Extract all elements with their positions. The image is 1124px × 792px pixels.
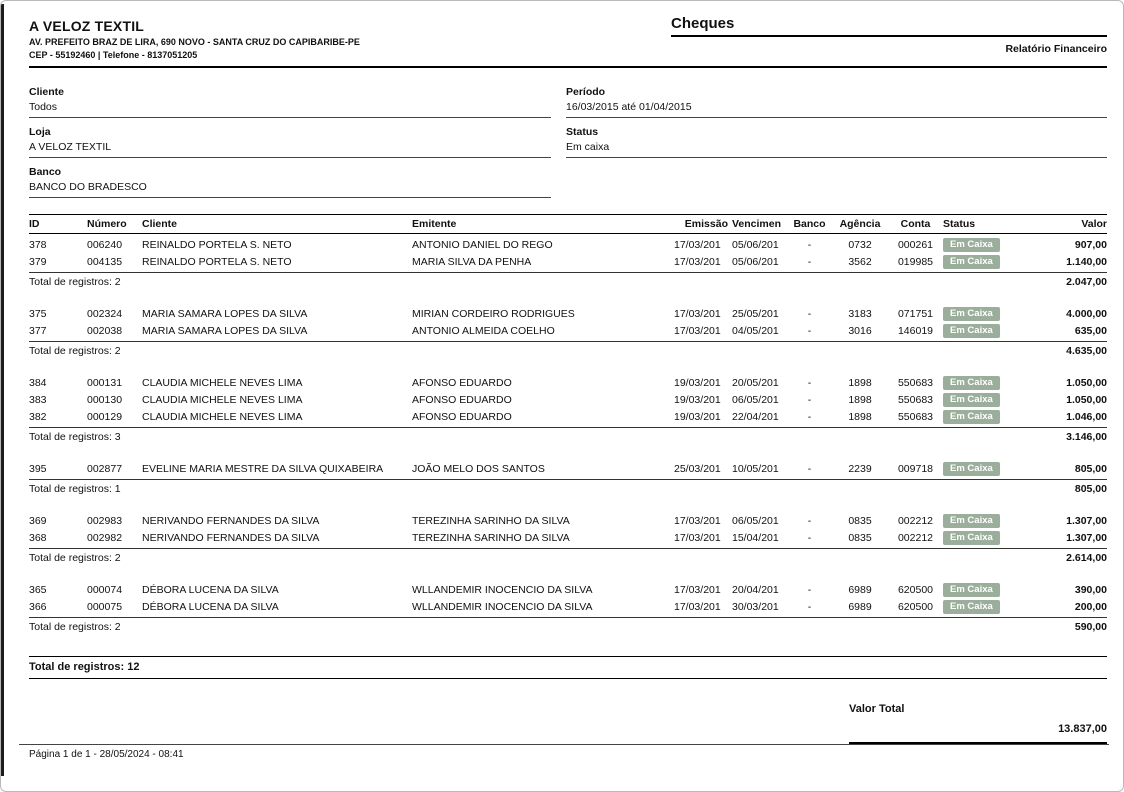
cheque-group <box>29 510 1107 567</box>
cell-valor: 1.307,00 <box>1066 531 1107 544</box>
group-total-row <box>29 272 1107 291</box>
cell-vencimento: 30/03/201 <box>732 600 779 613</box>
cell-conta: 002212 <box>897 514 934 527</box>
filter-banco-value: BANCO DO BRADESCO <box>29 181 551 198</box>
cell-agencia: 1898 <box>848 376 872 389</box>
cell-id: 383 <box>29 393 47 406</box>
cell-vencimento: 22/04/201 <box>732 410 779 423</box>
col-status: Status <box>943 218 976 230</box>
cell-banco: - <box>807 583 812 596</box>
cell-numero: 000129 <box>87 410 123 423</box>
cell-numero: 004135 <box>87 255 123 268</box>
group-total-value: 805,00 <box>1074 483 1107 495</box>
cell-banco: - <box>807 514 812 527</box>
table-body <box>29 234 1107 636</box>
status-badge: Em Caixa <box>943 600 1000 614</box>
cell-status <box>943 583 1009 597</box>
cell-agencia: 1898 <box>848 410 872 423</box>
filter-periodo-value: 16/03/2015 até 01/04/2015 <box>566 101 1107 118</box>
cell-cliente: REINALDO PORTELA S. NETO <box>142 255 292 268</box>
cell-vencimento: 25/05/201 <box>732 307 779 320</box>
cell-numero: 000075 <box>87 600 123 613</box>
cell-numero: 002324 <box>87 307 123 320</box>
table-row <box>29 253 1107 270</box>
cell-banco: - <box>807 600 812 613</box>
cell-cliente: DÉBORA LUCENA DA SILVA <box>142 583 279 596</box>
cell-conta: 019985 <box>897 255 934 268</box>
col-numero: Número <box>87 218 127 230</box>
status-badge: Em Caixa <box>943 376 1000 390</box>
col-conta: Conta <box>900 218 931 230</box>
cell-conta: 620500 <box>897 583 934 596</box>
cell-emitente: TEREZINHA SARINHO DA SILVA <box>412 531 570 544</box>
report-title: Cheques <box>671 15 1107 37</box>
filters-section <box>29 78 1107 198</box>
cell-status <box>943 324 1009 338</box>
cell-emitente: AFONSO EDUARDO <box>412 410 512 423</box>
cell-emissao: 25/03/201 <box>674 462 721 475</box>
cell-status <box>943 238 1009 252</box>
col-id: ID <box>29 218 40 230</box>
cell-id: 384 <box>29 376 47 389</box>
group-total-label: Total de registros: 2 <box>29 276 121 288</box>
cell-valor: 1.307,00 <box>1066 514 1107 527</box>
group-total-row <box>29 427 1107 446</box>
cell-emissao: 17/03/201 <box>674 255 721 268</box>
status-badge: Em Caixa <box>943 393 1000 407</box>
cell-agencia: 0732 <box>848 238 872 251</box>
cell-vencimento: 15/04/201 <box>732 531 779 544</box>
cell-cliente: NERIVANDO FERNANDES DA SILVA <box>142 514 320 527</box>
cell-valor: 390,00 <box>1074 583 1107 596</box>
cell-banco: - <box>807 255 812 268</box>
cell-status <box>943 410 1009 424</box>
cell-conta: 000261 <box>897 238 934 251</box>
grand-total-row: Total de registros: 12 <box>29 656 1107 679</box>
cell-numero: 002877 <box>87 462 123 475</box>
cell-vencimento: 04/05/201 <box>732 324 779 337</box>
cell-numero: 002982 <box>87 531 123 544</box>
table-row <box>29 512 1107 529</box>
table-row <box>29 236 1107 253</box>
cell-emissao: 17/03/201 <box>674 583 721 596</box>
cell-cliente: MARIA SAMARA LOPES DA SILVA <box>142 324 308 337</box>
filter-status-label: Status <box>566 126 599 138</box>
table-row <box>29 529 1107 546</box>
status-badge: Em Caixa <box>943 307 1000 321</box>
cell-emissao: 19/03/201 <box>674 393 721 406</box>
header-divider <box>29 66 1107 68</box>
cell-vencimento: 06/05/201 <box>732 393 779 406</box>
cell-status <box>943 600 1009 614</box>
cell-status <box>943 307 1009 321</box>
status-badge: Em Caixa <box>943 514 1000 528</box>
cell-vencimento: 10/05/201 <box>732 462 779 475</box>
cell-agencia: 3562 <box>848 255 872 268</box>
cell-emissao: 17/03/201 <box>674 600 721 613</box>
table-row <box>29 460 1107 477</box>
cell-id: 375 <box>29 307 47 320</box>
col-cliente: Cliente <box>142 218 178 230</box>
cell-valor: 1.050,00 <box>1066 393 1107 406</box>
cell-conta: 620500 <box>897 600 934 613</box>
col-emissao: Emissão <box>684 218 728 230</box>
group-total-value: 590,00 <box>1074 621 1107 633</box>
cell-agencia: 0835 <box>848 514 872 527</box>
cell-emissao: 19/03/201 <box>674 410 721 423</box>
table-row <box>29 598 1107 615</box>
cell-banco: - <box>807 324 812 337</box>
cell-numero: 002038 <box>87 324 123 337</box>
cell-valor: 635,00 <box>1074 324 1107 337</box>
cell-id: 366 <box>29 600 47 613</box>
cell-status <box>943 376 1009 390</box>
cell-conta: 146019 <box>897 324 934 337</box>
table-header-row <box>29 214 1107 234</box>
cell-id: 379 <box>29 255 47 268</box>
table-row <box>29 374 1107 391</box>
filter-loja-value: A VELOZ TEXTIL <box>29 141 551 158</box>
cell-valor: 4.000,00 <box>1066 307 1107 320</box>
cell-emitente: MIRIAN CORDEIRO RODRIGUES <box>412 307 575 320</box>
cell-id: 395 <box>29 462 47 475</box>
cell-banco: - <box>807 376 812 389</box>
status-badge: Em Caixa <box>943 531 1000 545</box>
cell-cliente: EVELINE MARIA MESTRE DA SILVA QUIXABEIRA <box>142 462 384 475</box>
status-badge: Em Caixa <box>943 255 1000 269</box>
cell-emitente: ANTONIO DANIEL DO REGO <box>412 238 553 251</box>
cell-cliente: DÉBORA LUCENA DA SILVA <box>142 600 279 613</box>
cell-emissao: 17/03/201 <box>674 307 721 320</box>
cell-conta: 009718 <box>897 462 934 475</box>
cell-banco: - <box>807 238 812 251</box>
cell-conta: 002212 <box>897 531 934 544</box>
group-total-value: 2.047,00 <box>1066 276 1107 288</box>
filter-loja-label: Loja <box>29 126 51 138</box>
page-footer <box>19 744 1109 760</box>
cell-agencia: 1898 <box>848 393 872 406</box>
col-agencia: Agência <box>839 218 881 230</box>
cell-agencia: 6989 <box>848 583 872 596</box>
group-total-label: Total de registros: 3 <box>29 431 121 443</box>
valor-total-box <box>849 703 1107 744</box>
cell-agencia: 6989 <box>848 600 872 613</box>
group-total-label: Total de registros: 2 <box>29 552 121 564</box>
cell-banco: - <box>807 462 812 475</box>
cell-status <box>943 531 1009 545</box>
group-total-value: 4.635,00 <box>1066 345 1107 357</box>
cell-numero: 000130 <box>87 393 123 406</box>
cell-cliente: MARIA SAMARA LOPES DA SILVA <box>142 307 308 320</box>
cell-emitente: AFONSO EDUARDO <box>412 376 512 389</box>
cell-numero: 000131 <box>87 376 123 389</box>
cell-emissao: 17/03/201 <box>674 238 721 251</box>
filter-cliente-value: Todos <box>29 101 551 118</box>
table-row <box>29 305 1107 322</box>
cell-cliente: CLAUDIA MICHELE NEVES LIMA <box>142 393 303 406</box>
cell-conta: 550683 <box>897 410 934 423</box>
status-badge: Em Caixa <box>943 324 1000 338</box>
company-name: A VELOZ TEXTIL <box>29 18 145 34</box>
cell-valor: 1.140,00 <box>1066 255 1107 268</box>
cell-emissao: 17/03/201 <box>674 514 721 527</box>
group-total-row <box>29 548 1107 567</box>
group-total-label: Total de registros: 1 <box>29 483 121 495</box>
cheque-group <box>29 234 1107 291</box>
cell-agencia: 2239 <box>848 462 872 475</box>
group-total-row <box>29 479 1107 498</box>
cell-cliente: NERIVANDO FERNANDES DA SILVA <box>142 531 320 544</box>
status-badge: Em Caixa <box>943 238 1000 252</box>
cell-id: 369 <box>29 514 47 527</box>
cell-emitente: ANTONIO ALMEIDA COELHO <box>412 324 555 337</box>
filter-periodo <box>566 78 1107 118</box>
cell-emitente: WLLANDEMIR INOCENCIO DA SILVA <box>412 600 593 613</box>
group-total-label: Total de registros: 2 <box>29 345 121 357</box>
cell-status <box>943 514 1009 528</box>
group-total-row <box>29 341 1107 360</box>
cell-cliente: REINALDO PORTELA S. NETO <box>142 238 292 251</box>
cheques-table <box>29 214 1107 648</box>
table-row <box>29 581 1107 598</box>
cell-conta: 550683 <box>897 376 934 389</box>
company-block <box>29 15 671 60</box>
cell-valor: 805,00 <box>1074 462 1107 475</box>
cell-conta: 550683 <box>897 393 934 406</box>
col-valor: Valor <box>1081 218 1107 230</box>
cell-banco: - <box>807 410 812 423</box>
report-title-block <box>671 15 1107 55</box>
cell-numero: 006240 <box>87 238 123 251</box>
filter-loja <box>29 118 551 158</box>
table-row <box>29 391 1107 408</box>
cell-emitente: JOÃO MELO DOS SANTOS <box>412 462 545 475</box>
cell-valor: 1.050,00 <box>1066 376 1107 389</box>
cell-vencimento: 05/06/201 <box>732 238 779 251</box>
report-subtitle: Relatório Financeiro <box>1005 43 1107 55</box>
cell-emitente: TEREZINHA SARINHO DA SILVA <box>412 514 570 527</box>
cell-emitente: WLLANDEMIR INOCENCIO DA SILVA <box>412 583 593 596</box>
cell-status <box>943 255 1009 269</box>
cell-numero: 002983 <box>87 514 123 527</box>
filter-cliente <box>29 78 551 118</box>
valor-total-value: 13.837,00 <box>849 715 1107 744</box>
report-header <box>29 15 1107 60</box>
filter-status-value: Em caixa <box>566 141 1107 158</box>
table-row <box>29 322 1107 339</box>
cell-status <box>943 462 1009 476</box>
cell-banco: - <box>807 307 812 320</box>
cell-id: 377 <box>29 324 47 337</box>
cell-valor: 1.046,00 <box>1066 410 1107 423</box>
cell-vencimento: 20/04/201 <box>732 583 779 596</box>
cell-id: 382 <box>29 410 47 423</box>
status-badge: Em Caixa <box>943 462 1000 476</box>
cheque-group <box>29 458 1107 498</box>
cell-emissao: 19/03/201 <box>674 376 721 389</box>
cell-banco: - <box>807 393 812 406</box>
cheque-group <box>29 579 1107 636</box>
cell-emissao: 17/03/201 <box>674 531 721 544</box>
col-emitente: Emitente <box>412 218 457 230</box>
cell-emitente: AFONSO EDUARDO <box>412 393 512 406</box>
filter-status <box>566 118 1107 158</box>
cell-id: 368 <box>29 531 47 544</box>
group-total-row <box>29 617 1107 636</box>
cell-valor: 907,00 <box>1074 238 1107 251</box>
col-vencimento: Vencimen <box>732 218 782 230</box>
valor-total-label: Valor Total <box>849 703 905 715</box>
cheque-group <box>29 372 1107 446</box>
cell-banco: - <box>807 531 812 544</box>
status-badge: Em Caixa <box>943 410 1000 424</box>
col-banco: Banco <box>793 218 826 230</box>
company-cep-phone: CEP - 55192460 | Telefone - 8137051205 <box>29 50 198 60</box>
cell-agencia: 0835 <box>848 531 872 544</box>
cell-vencimento: 20/05/201 <box>732 376 779 389</box>
status-badge: Em Caixa <box>943 583 1000 597</box>
filter-banco-label: Banco <box>29 166 62 178</box>
cell-vencimento: 06/05/201 <box>732 514 779 527</box>
cell-numero: 000074 <box>87 583 123 596</box>
cell-cliente: CLAUDIA MICHELE NEVES LIMA <box>142 410 303 423</box>
cheque-group <box>29 303 1107 360</box>
group-total-value: 2.614,00 <box>1066 552 1107 564</box>
group-total-value: 3.146,00 <box>1066 431 1107 443</box>
cell-conta: 071751 <box>897 307 934 320</box>
filter-cliente-label: Cliente <box>29 86 65 98</box>
cell-valor: 200,00 <box>1074 600 1107 613</box>
table-row <box>29 408 1107 425</box>
page-info: Página 1 de 1 - 28/05/2024 - 08:41 <box>29 749 184 760</box>
cell-cliente: CLAUDIA MICHELE NEVES LIMA <box>142 376 303 389</box>
cell-vencimento: 05/06/201 <box>732 255 779 268</box>
cell-status <box>943 393 1009 407</box>
cell-emitente: MARIA SILVA DA PENHA <box>412 255 532 268</box>
group-total-label: Total de registros: 2 <box>29 621 121 633</box>
cell-id: 378 <box>29 238 47 251</box>
company-address: AV. PREFEITO BRAZ DE LIRA, 690 NOVO - SANTA CRUZ DO CAPIBARIBE-PE <box>29 37 360 47</box>
cell-agencia: 3183 <box>848 307 872 320</box>
filter-banco <box>29 158 551 198</box>
cell-emissao: 17/03/201 <box>674 324 721 337</box>
cell-id: 365 <box>29 583 47 596</box>
filter-periodo-label: Período <box>566 86 606 98</box>
cell-agencia: 3016 <box>848 324 872 337</box>
